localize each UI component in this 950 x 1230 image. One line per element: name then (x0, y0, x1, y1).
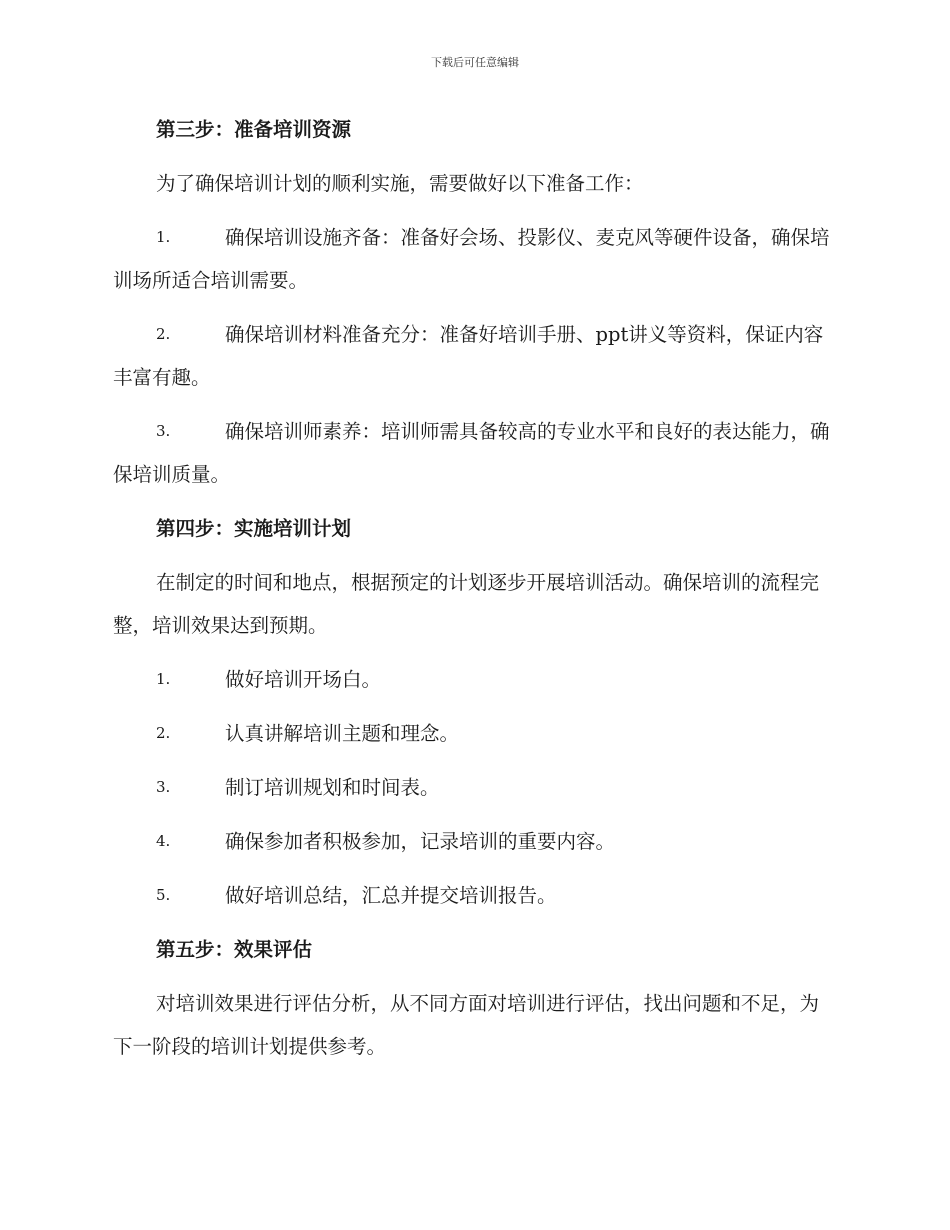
section-intro-step4: 在制定的时间和地点，根据预定的计划逐步开展培训活动。确保培训的流程完整，培训效果达到预期。 (113, 571, 820, 637)
list-item (113, 820, 837, 863)
list-item-number: 2. (156, 325, 171, 343)
list-item-number: 5. (156, 886, 171, 904)
list-item (113, 216, 837, 302)
list-item-text: 做好培训开场白。 (225, 668, 382, 691)
section-intro-step5: 对培训效果进行评估分析，从不同方面对培训进行评估，找出问题和不足，为下一阶段的培训计划提供参考。 (113, 992, 820, 1058)
list-item (113, 766, 837, 809)
page-header: 下载后可任意编辑 (431, 56, 519, 69)
list-item (113, 712, 837, 755)
list-item-text: 确保培训师素养：培训师需具备较高的专业水平和良好的表达能力，确保培训质量。 (113, 420, 830, 486)
list-item-text: 确保培训设施齐备：准备好会场、投影仪、麦克风等硬件设备，确保培训场所适合培训需要。 (113, 226, 830, 292)
section-heading-step3: 第三步：准备培训资源 (156, 118, 352, 141)
list-item-text: 确保培训材料准备充分：准备好培训手册、ppt讲义等资料，保证内容丰富有趣。 (113, 323, 824, 389)
section-intro-step3: 为了确保培训计划的顺利实施，需要做好以下准备工作： (156, 172, 644, 195)
list-item (113, 658, 837, 701)
list-item-text: 确保参加者积极参加，记录培训的重要内容。 (225, 830, 616, 853)
list-item-text: 制订培训规划和时间表。 (225, 776, 440, 799)
list-item (113, 874, 837, 917)
list-item-number: 4. (156, 832, 171, 850)
list-item-text: 做好培训总结，汇总并提交培训报告。 (225, 884, 557, 907)
section-heading-step4: 第四步：实施培训计划 (156, 517, 352, 540)
list-item-number: 3. (156, 778, 171, 796)
list-item (113, 410, 837, 496)
list-item-number: 1. (156, 670, 171, 688)
section-heading-step5: 第五步：效果评估 (156, 938, 313, 961)
list-item-text: 认真讲解培训主题和理念。 (225, 722, 460, 745)
list-item (113, 313, 837, 399)
list-item-number: 2. (156, 724, 171, 742)
list-item-number: 1. (156, 228, 171, 246)
list-item-number: 3. (156, 422, 171, 440)
document-body (113, 108, 837, 1079)
